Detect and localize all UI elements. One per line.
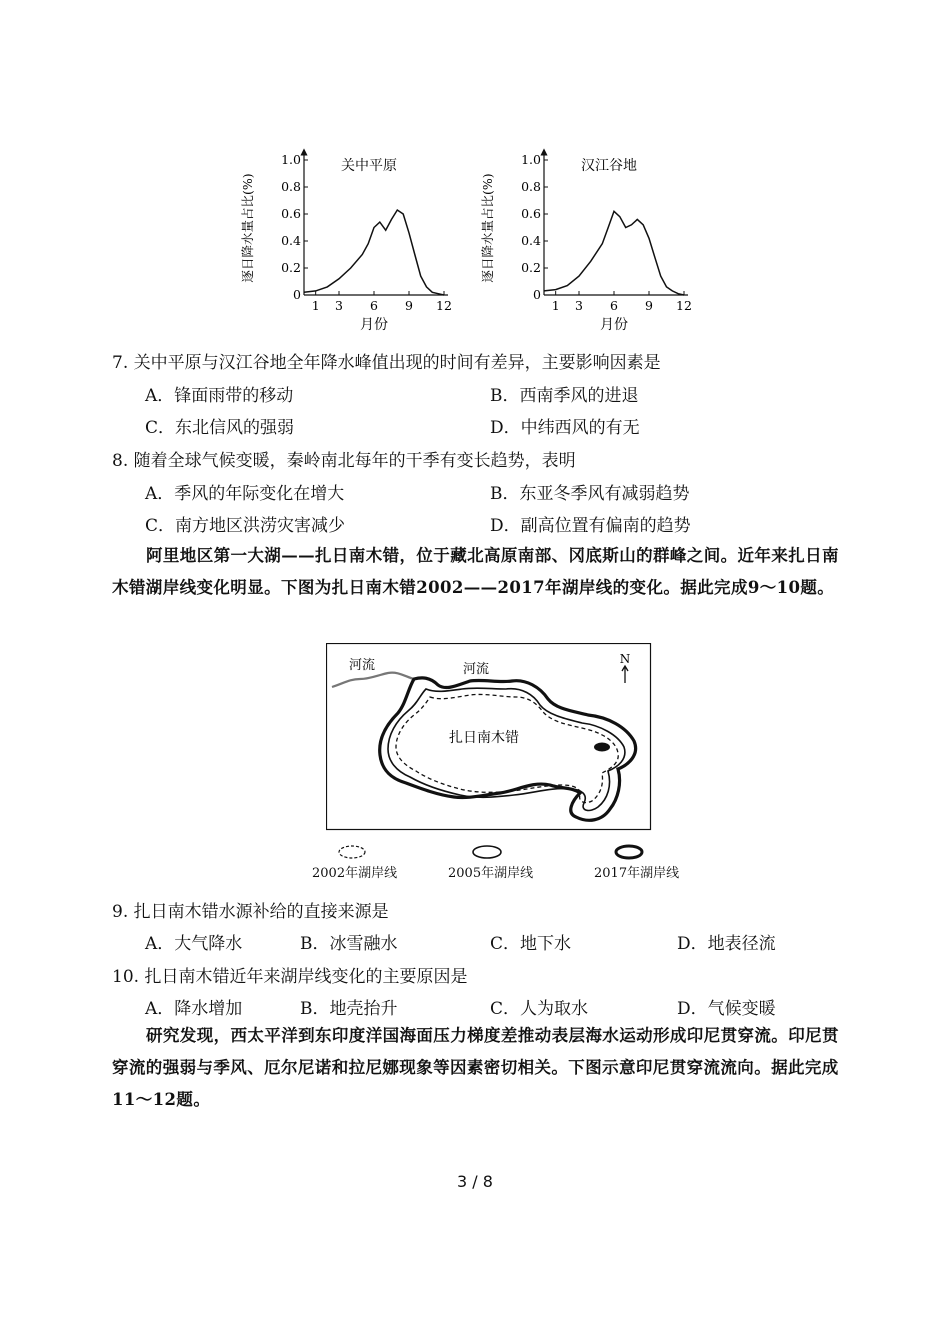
x-tick-label: 12: [436, 298, 452, 313]
river-label-right: 河流: [462, 662, 490, 677]
chart-hanjiang: [480, 152, 692, 333]
page-number: 3 / 8: [457, 1172, 493, 1191]
x-tick-label: 12: [676, 298, 692, 313]
y-tick-label: 0.2: [521, 260, 541, 275]
chart-xlabel: 月份: [600, 317, 628, 333]
legend-label-2002: 2002年湖岸线: [312, 866, 398, 881]
precipitation-charts: [236, 148, 706, 338]
y-tick-label: 0.4: [521, 233, 541, 248]
passage-current: [112, 1020, 852, 1116]
question-7-option-b[interactable]: B．西南季风的进退: [490, 386, 639, 406]
legend-swatch-2005: [470, 842, 504, 862]
y-tick-label: 0.6: [281, 206, 301, 221]
precipitation-line: [544, 211, 684, 295]
question-10-option-c[interactable]: C．人为取水: [490, 999, 589, 1019]
question-10-option-a[interactable]: A．降水增加: [145, 999, 243, 1019]
passage-current-text: 研究发现，西太平洋到东印度洋国海面压力梯度差推动表层海水运动形成印尼贯穿流。印尼贯穿流的强弱与季风、厄尔尼诺和拉尼娜现象等因素密切相关。下图示意印尼贯穿流流向。据此完成11～12题。: [112, 1026, 839, 1109]
question-7-option-c[interactable]: C．东北信风的强弱: [145, 418, 295, 438]
y-tick-label: 1.0: [281, 152, 301, 167]
question-10-stem: 10. 扎日南木错近年来湖岸线变化的主要原因是: [112, 967, 468, 987]
x-tick-label: 9: [645, 298, 653, 313]
question-7-stem: 7. 关中平原与汉江谷地全年降水峰值出现的时间有差异，主要影响因素是: [112, 353, 661, 373]
y-tick-label: 0: [533, 287, 541, 302]
x-tick-label: 6: [370, 298, 378, 313]
question-10-option-d[interactable]: D．气候变暖: [677, 999, 776, 1019]
river-label-left: 河流: [348, 658, 376, 673]
x-tick-label: 1: [311, 298, 320, 313]
lake-shoreline-map: [326, 643, 652, 831]
north-label: N: [619, 652, 631, 666]
chart-xlabel: 月份: [360, 317, 388, 333]
question-8-option-b[interactable]: B．东亚冬季风有减弱趋势: [490, 484, 690, 504]
y-tick-label: 0.8: [281, 179, 301, 194]
passage-lake: [112, 540, 852, 604]
question-7-option-d[interactable]: D．中纬西风的有无: [490, 418, 640, 438]
chart-title: 关中平原: [341, 158, 397, 174]
question-9-option-a[interactable]: A．大气降水: [145, 934, 243, 954]
question-7-option-a[interactable]: A．锋面雨带的移动: [145, 386, 294, 406]
y-tick-label: 0.4: [281, 233, 301, 248]
x-tick-label: 3: [335, 298, 343, 313]
question-8-stem: 8. 随着全球气候变暖，秦岭南北每年的干季有变长趋势，表明: [112, 451, 576, 471]
question-8-option-d[interactable]: D．副高位置有偏南的趋势: [490, 516, 691, 536]
x-tick-label: 6: [610, 298, 618, 313]
x-tick-label: 9: [405, 298, 413, 313]
question-8-option-a[interactable]: A．季风的年际变化在增大: [145, 484, 345, 504]
small-island: [594, 743, 610, 752]
passage-lake-text: 阿里地区第一大湖——扎日南木错，位于藏北高原南部、冈底斯山的群峰之间。近年来扎日南木错湖岸线变化明显。下图为扎日南木错2002——2017年湖岸线的变化。据此完成9～10题。: [112, 546, 839, 597]
legend-label-2017: 2017年湖岸线: [594, 866, 680, 881]
lake-label: 扎日南木错: [449, 730, 519, 746]
precipitation-line: [304, 210, 444, 295]
question-9-option-c[interactable]: C．地下水: [490, 934, 572, 954]
y-tick-label: 0.6: [521, 206, 541, 221]
chart-ylabel: 逐日降水量占比(%): [480, 173, 495, 283]
legend-swatch-2017: [612, 842, 646, 862]
chart-guanzhong: [240, 152, 452, 333]
y-tick-label: 1.0: [521, 152, 541, 167]
x-tick-label: 3: [575, 298, 583, 313]
legend-swatch-2002: [336, 842, 368, 862]
question-9-option-b[interactable]: B．冰雪融水: [300, 934, 398, 954]
y-tick-label: 0: [293, 287, 301, 302]
chart-title: 汉江谷地: [581, 158, 637, 174]
y-tick-label: 0.8: [521, 179, 541, 194]
y-tick-label: 0.2: [281, 260, 301, 275]
legend-label-2005: 2005年湖岸线: [448, 866, 534, 881]
question-9-stem: 9. 扎日南木错水源补给的直接来源是: [112, 902, 389, 922]
x-tick-label: 1: [551, 298, 560, 313]
question-10-option-b[interactable]: B．地壳抬升: [300, 999, 398, 1019]
chart-ylabel: 逐日降水量占比(%): [240, 173, 255, 283]
question-8-option-c[interactable]: C．南方地区洪涝灾害减少: [145, 516, 346, 536]
question-9-option-d[interactable]: D．地表径流: [677, 934, 776, 954]
